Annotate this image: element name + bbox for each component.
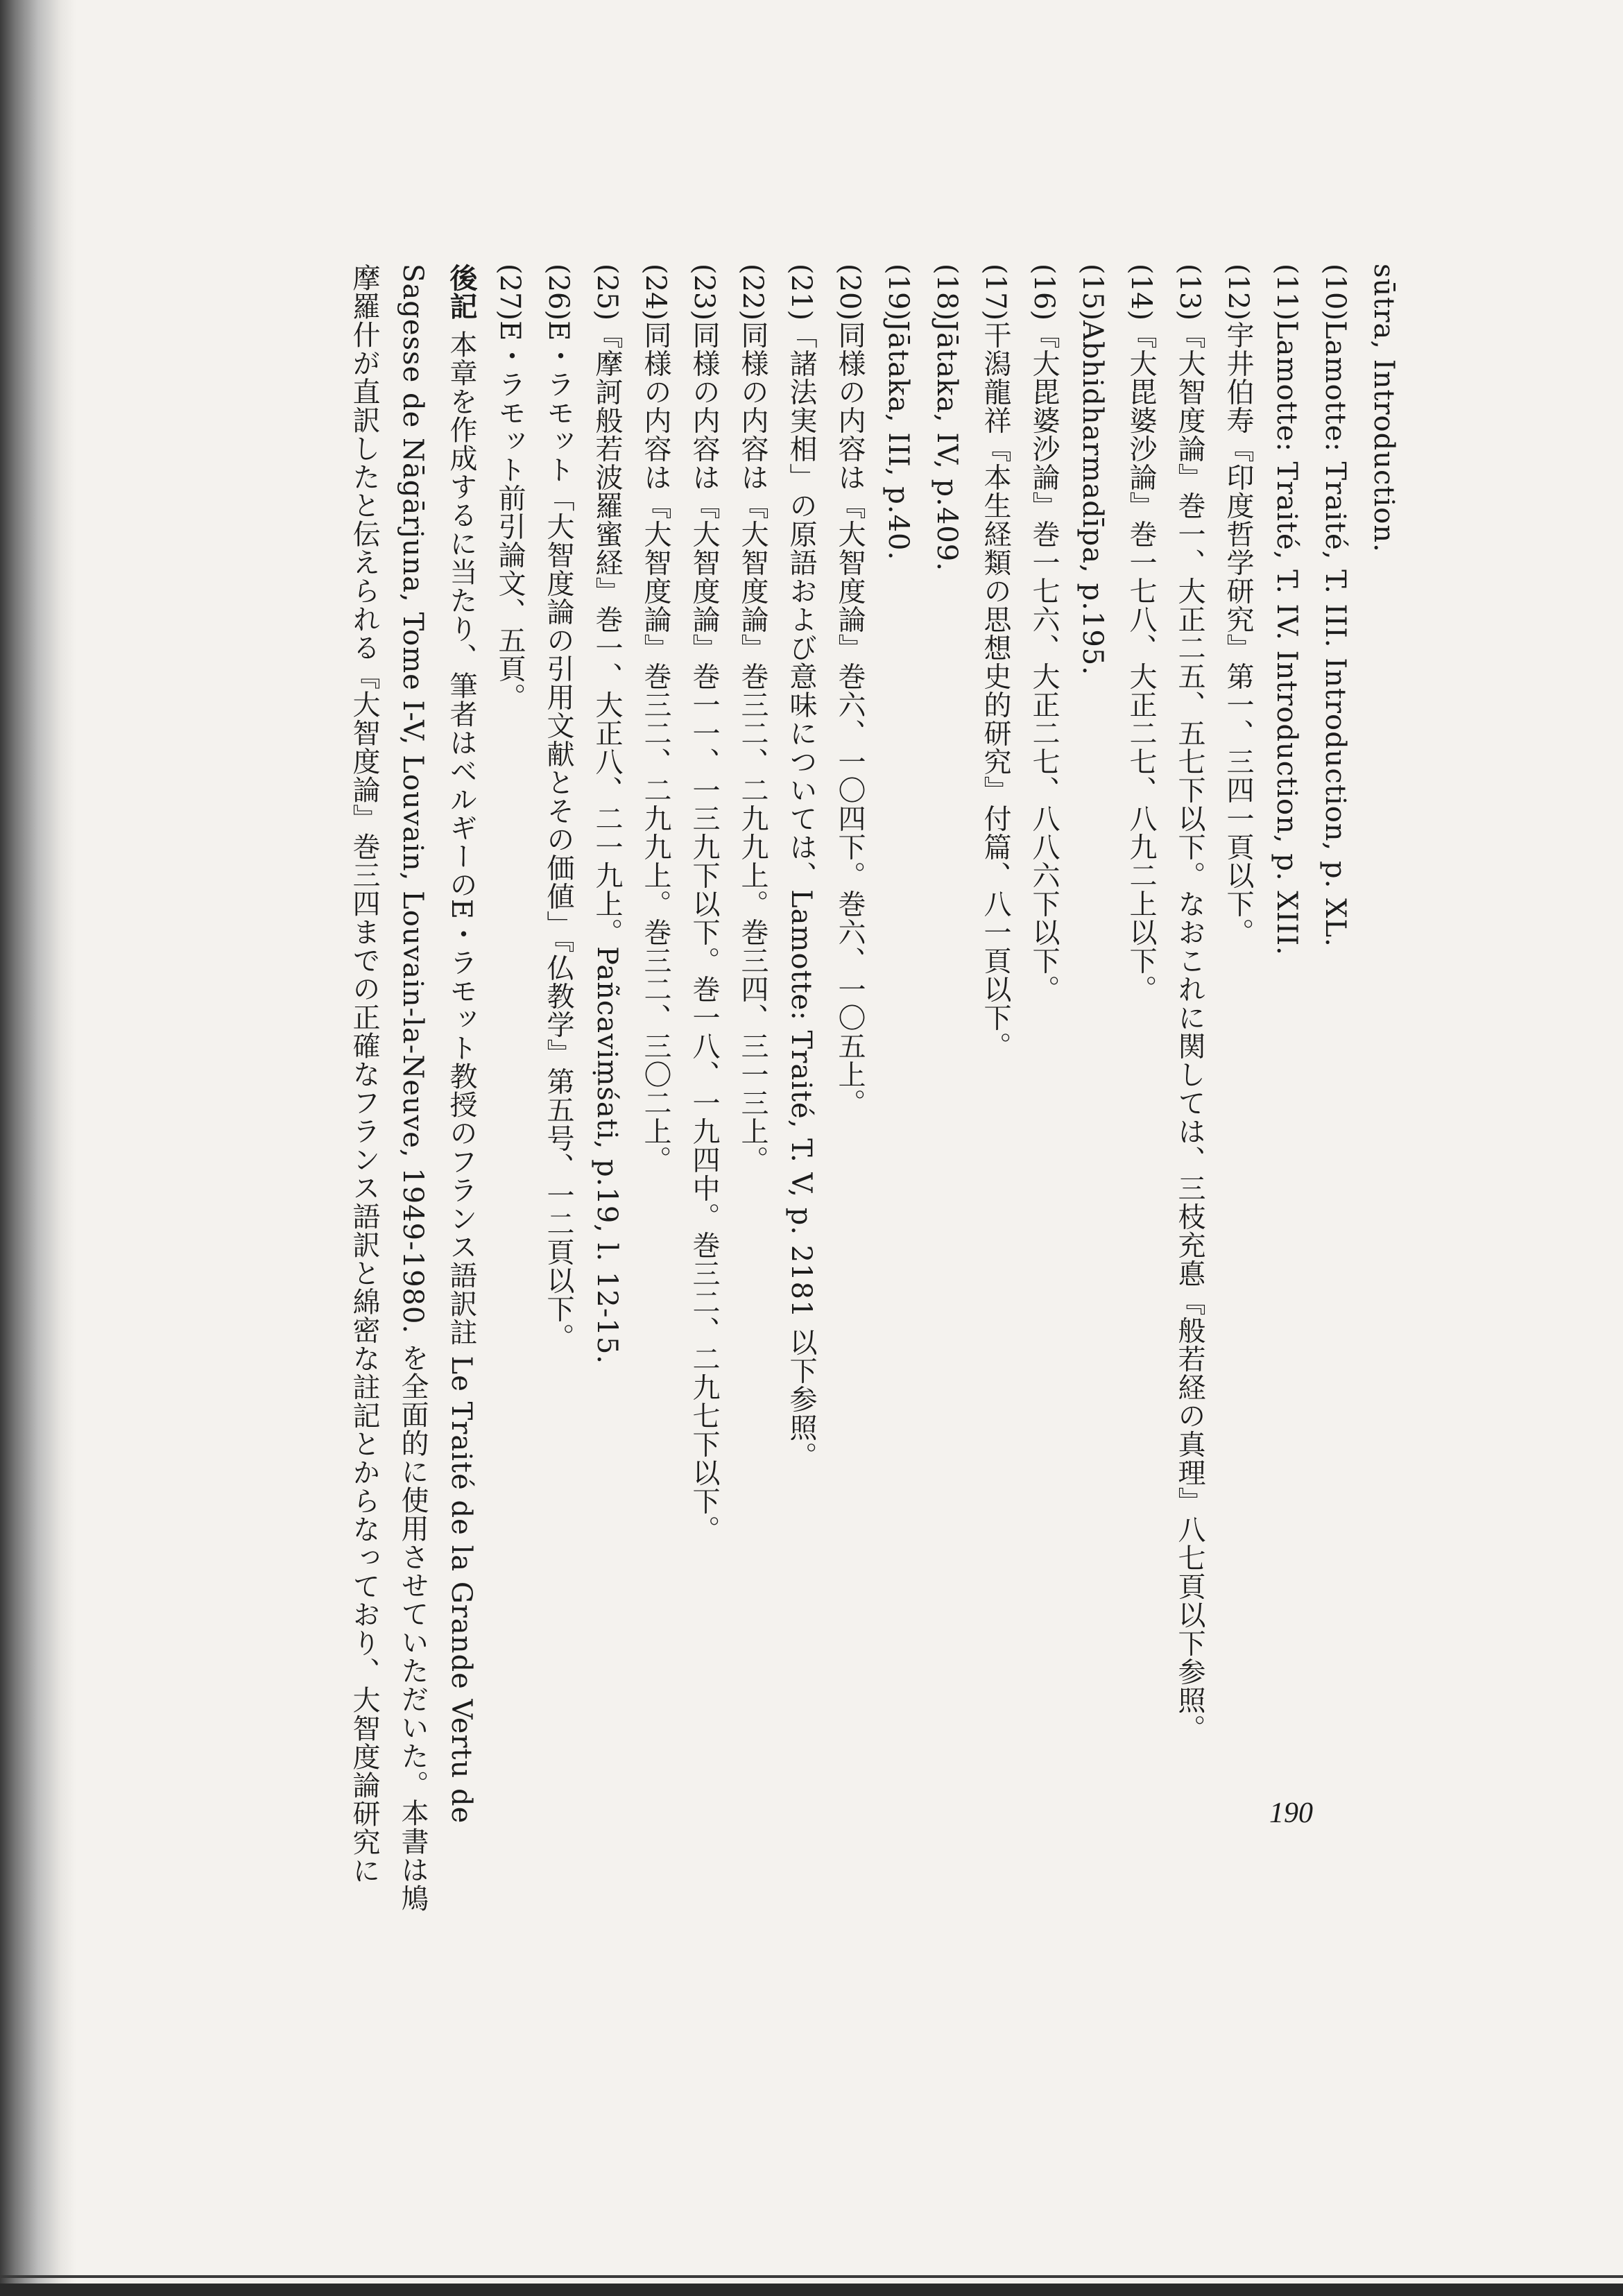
afterword-line-1: [437, 264, 486, 2039]
afterword-line-2: Sagesse de Nāgārjuna, Tome I-V, Louvain, Louvain-la-Neuve, 1949-1980. を全面的に使用させていただいた。本書は鳩: [397, 264, 429, 1912]
note-number: (27): [494, 264, 526, 321]
note-text: 宇井伯寿『印度哲学研究』第一、三四一頁以下。: [1222, 320, 1254, 947]
note-number: (21): [785, 264, 817, 321]
note-number: (17): [979, 264, 1011, 321]
note-text: Jātaka, III, p.40.: [882, 320, 914, 561]
note-text: 同様の内容は『大智度論』巻三二、二九九上。巻三四、三一三上。: [737, 320, 768, 1174]
note-number: (16): [1028, 264, 1060, 321]
note-text: E・ラモット「大智度論の引用文献とその価値」『仏教学』第五号、一二頁以下。: [542, 320, 574, 1352]
note-number: (13): [1174, 264, 1205, 321]
note-text: 『大毘婆沙論』巻一七八、大正二七、八九二上以下。: [1125, 320, 1157, 1004]
note-number: (26): [542, 264, 574, 321]
note-item: [486, 264, 534, 2039]
note-item: [1359, 264, 1408, 2039]
note-item: [1020, 264, 1068, 2039]
note-item: [825, 264, 874, 2039]
note-item: [922, 264, 971, 2039]
note-item: [728, 264, 777, 2039]
note-text: 同様の内容は『大智度論』巻一一、一三九下以下。巻一八、一九四中。巻三二、二九七下以下。: [688, 320, 720, 1544]
scan-edge-line: [0, 2275, 1623, 2278]
note-number: (23): [688, 264, 720, 321]
afterword-label: 後記: [445, 264, 477, 320]
note-item: [534, 264, 583, 2039]
note-item: [1262, 264, 1311, 2039]
notes-page: [229, 264, 1408, 2039]
note-text: 『摩訶般若波羅蜜経』巻一、大正八、二一九上。Pañcaviṃśati, p.19, l. 12-15.: [591, 320, 623, 1364]
note-item: [631, 264, 680, 2039]
afterword-text: 本章を作成するに当たり、筆者はベルギーのE・ラモット教授のフランス語訳註 Le Traité de la Grande Vertu de: [445, 329, 477, 1824]
note-number: (12): [1222, 264, 1254, 321]
note-number: (11): [1271, 264, 1303, 321]
note-text: 同様の内容は『大智度論』巻三二、二九九上。巻三二、三〇二上。: [639, 320, 671, 1174]
note-number: (22): [737, 264, 768, 321]
note-item: [583, 264, 631, 2039]
scan-shadow-left: [0, 0, 76, 2296]
note-number: (18): [931, 264, 963, 321]
scan-shadow-bottom: [0, 2284, 1623, 2296]
note-text: sūtra, Introduction.: [1368, 264, 1400, 553]
note-number: (14): [1125, 264, 1157, 321]
note-number: (20): [834, 264, 866, 321]
note-item: [1068, 264, 1117, 2039]
note-number: (25): [591, 264, 623, 321]
note-item: [874, 264, 922, 2039]
note-item: [777, 264, 825, 2039]
note-text: Lamotte: Traité, T. III. Introduction, p. XL.: [1319, 320, 1351, 948]
note-text: 同様の内容は『大智度論』巻六、一〇四下。巻六、一〇五上。: [834, 320, 866, 1117]
note-item: [1117, 264, 1165, 2039]
note-text: 干潟龍祥『本生経類の思想史的研究』付篇、八一頁以下。: [979, 320, 1011, 1061]
afterword: [340, 264, 486, 2039]
note-number: (19): [882, 264, 914, 321]
note-item: [680, 264, 728, 2039]
note-text: 『大智度論』巻一、大正二五、五七下以下。なおこれに関しては、三枝充悳『般若経の真理』八七頁以下参照。: [1174, 320, 1205, 1743]
note-number: (24): [639, 264, 671, 321]
note-number: (15): [1076, 264, 1108, 321]
notes-list: [486, 264, 1408, 2039]
note-text: Abhidharmadīpa, p.195.: [1076, 320, 1108, 676]
afterword-line-3: 摩羅什が直訳したと伝えられる『大智度論』巻三四までの正確なフランス語訳と綿密な註記とからなっており、大智度論研究に: [348, 264, 380, 1885]
page-number: 190: [1269, 1797, 1313, 1829]
note-text: E・ラモット前引論文、五頁。: [494, 320, 526, 712]
note-item: [971, 264, 1020, 2039]
note-text: 『大毘婆沙論』巻一七六、大正二七、八八六下以下。: [1028, 320, 1060, 1004]
note-text: Lamotte: Traité, T. IV. Introduction, p. XIII.: [1271, 320, 1303, 956]
note-item: [1311, 264, 1359, 2039]
note-item: [1214, 264, 1262, 2039]
note-text: Jātaka, IV, p.409.: [931, 320, 963, 572]
note-text: 「諸法実相」の原語および意味については、Lamotte: Traité, T. V, p. 2181 以下参照。: [785, 320, 817, 1471]
note-number: (10): [1319, 264, 1351, 321]
note-item: [1165, 264, 1214, 2039]
